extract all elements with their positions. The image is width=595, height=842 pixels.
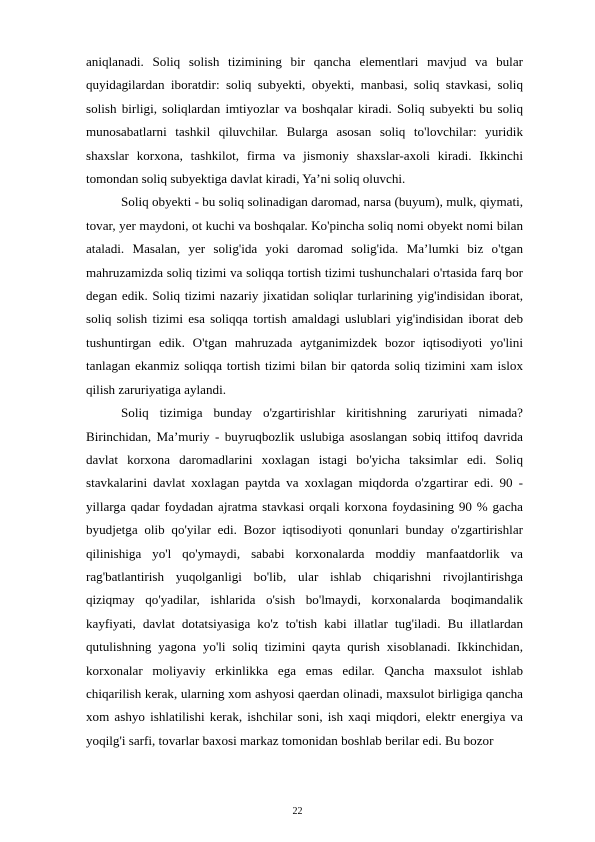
paragraph-soliq-tizimi-ozgartirish: Soliq tizimiga bunday o'zgartirishlar kiritishning zaruriyati nimada? Birinchidan, Ma’muriy - buyruqbozlik uslubiga asoslangan sobiq ittifoq davrida davlat korxona daromadlarini xoxlagan istagi bo'yicha taksimlar edi. Soliq stavkalarini davlat xoxlagan paytda va xoxlagan miqdorda o'zgartirar edi. 90 - yillarga qadar foydadan ajratma stavkasi orqali korxona foydasining 90 % gacha byudjetga olib qo'yilar edi. Bozor iqtisodiyoti qonunlari bunday o'zgartirishlar qilinishiga yo'l qo'ymaydi, sababi korxonalarda moddiy manfaatdorlik va rag'batlantirish yuqolganligi bo'lib, ular ishlab chiqarishni rivojlantirishga qiziqmay qo'yadilar, ishlarida o'sish bo'lmaydi, korxonalarda boqimandalik kayfiyati, davlat dotatsiyasiga ko'z to'tish kabi illatlar tug'iladi. Bu illatlardan qutulishning yagona yo'li soliq tizimini qayta qurish xisoblanadi. Ikkinchidan, korxonalar moliyaviy erkinlikka ega emas edilar. Qancha maxsulot ishlab chiqarilish kerak, ularning xom ashyosi qaerdan olinadi, maxsulot birligiga qancha xom ashyo ishlatilishi kerak, ishchilar soni, ish xaqi miqdori, elektr energiya va yoqilg'i sarfi, tovarlar baxosi markaz tomonidan boshlab berilar edi. Bu bozor bbox=[86, 405, 523, 748]
page-number: 22 bbox=[292, 806, 303, 817]
body-text bbox=[86, 50, 523, 752]
paragraph-continuation: aniqlanadi. Soliq solish tizimining bir qancha elementlari mavjud va bular quyidagilardan iboratdir: soliq subyekti, obyekti, manbasi, soliq stavkasi, soliq solish birligi, soliqlardan imtiyozlar va boshqalar kiradi. Soliq subyekti bu soliq munosabatlarni tashkil qiluvchilar. Bularga asosan soliq to'lovchilar: yuridik shaxslar korxona, tashkilot, firma va jismoniy shaxslar-axoli kiradi. Ikkinchi tomondan soliq subyektiga davlat kiradi, Ya’ni soliq oluvchi. bbox=[86, 54, 523, 187]
paragraph-soliq-obyekti: Soliq obyekti - bu soliq solinadigan daromad, narsa (buyum), mulk, qiymati, tovar, yer maydoni, ot kuchi va boshqalar. Ko'pincha soliq nomi obyekt nomi bilan ataladi. Masalan, yer solig'ida yoki daromad solig'ida. Ma’lumki biz o'tgan mahruzamizda soliq tizimi va soliqqa tortish tizimi tushunchalari o'rtasida farq bor degan edik. Soliq tizimi nazariy jixatidan soliqlar turlarining yig'indisidan iborat, soliq solish tizimi esa soliqqa tortish amaldagi uslublari yig'indisidan iborat deb tushuntirgan edik. O'tgan mahruzada aytganimizdek bozor iqtisodiyoti yo'lini tanlagan ekanmiz soliqqa tortish tizimi bilan bir qatorda soliq tizimini xam islox qilish zaruriyatiga aylandi. bbox=[86, 194, 523, 397]
